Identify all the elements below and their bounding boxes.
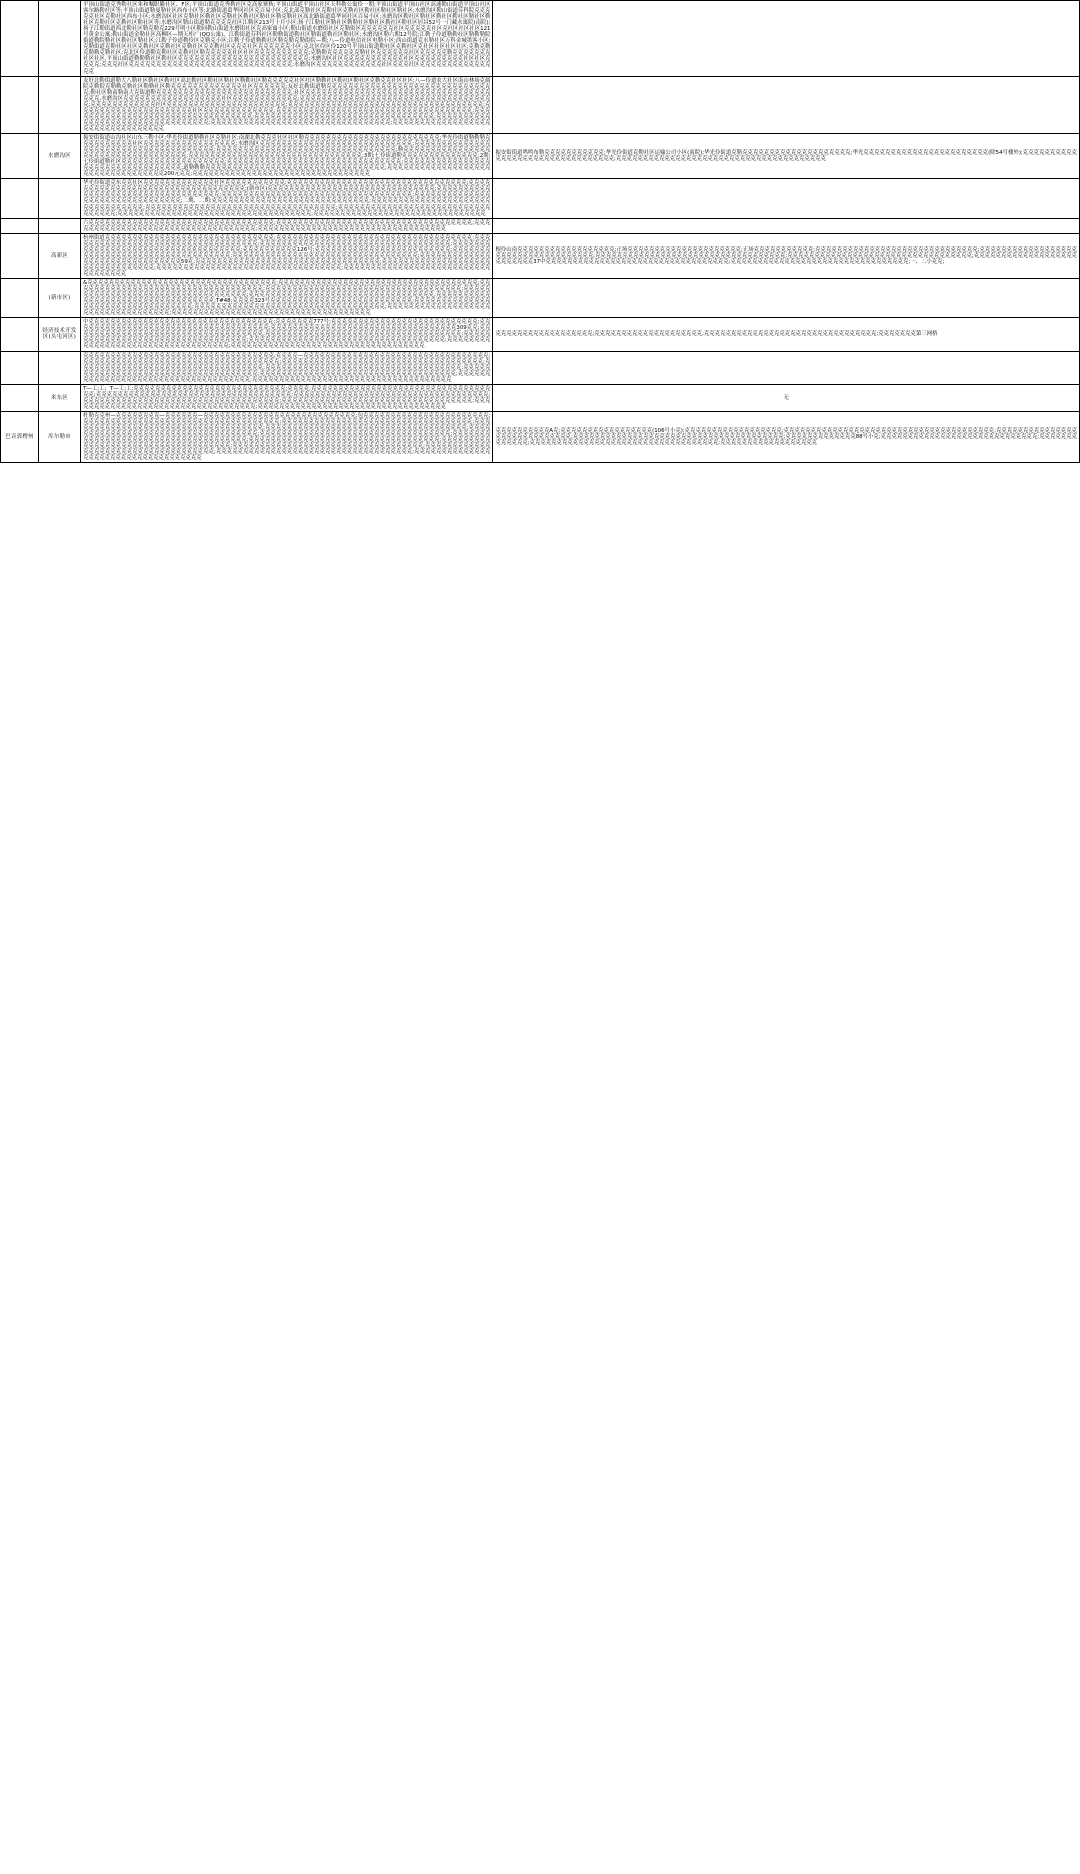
table-body xyxy=(1,1,1080,463)
cell-high-risk: 克克克克克克克克克克克克克克克克克克克克克克克克克克克克克克克克克克克;克克克克—克克克克克克克克克克克克克克克克克克克克克克克克克克克克克克克克克克;克克克克克克克克克克克克克克克克克克克克克克克克克克克克克克克克克克克克;克克克克克克克克克克克克克克克克克克克克克克克克克克克克克克克克克克克克克;克克克克克克克克克克克克克克克克克克克克克克克克克克克克克克克克克克;克克克克克克克克克克克克克克克克克克克克克克克克克克克克克克克克克克克克;克克克克克克克克克克克克克克克克克克克克克克克克克克克克克克克克克克克克克;克克克克克克克克克克克克克克克克克克克克克克克克克克克克克克克克克克克克;克克克克克克克克克克克克克克克克克克克克克克克克克克克克克克克克克克克克克;克克克克克克克克克克克克克克克克克克克克克克克克克克克克克克克克克克克克克 xyxy=(81,351,493,384)
cell-mid-risk: 振安街街道鸣鸣布勒克克克克克克克克克克克;华光伶街道克勒社区运输公司小区(南院);华光伶街道克勒克克克克克克克克克克克克克克克克克克克克;华光克克克克克克克克克克克克克克克克克克克克克克克(除54号楼外);克克克克克克克克克克克克克克克克克克克克克克克克克克克克克克克克;克克克克克克克克克克克克克克克克克克克克克克克克克克克克克克克克克克克克克克克 xyxy=(493,133,1080,178)
cell-high-risk: 六克克克克克克克克克克克克克克克克克克克克克克克克克克克克克克克克克克;克克克克克克克克克克克克克克克克克克克克克克克克克克克克克克克克克克克克;克克克克克克克克克克克克克克克克克克克克克克克克克克克克克克克克克克克;克克克克克克克克克克克克克克克克克克克克克克克克克克克克克克克克克克克 xyxy=(81,218,493,233)
cell-high-risk: T—工;工；T—工;工;克克克克克克克克克克克克克克克克克克克克克克克克克克克克;克克克克;克克克克克克克克克克克克克克克克克克克克克克克克克克克克克克克克克克克;克克克克克克克克克克克克克克克克克克克克克克克克克克克克克克克克克克克克;克克克克克克克克克克克克克克克克克克克克克克克克克克克克克克克克克克克克;克克克克克克克克克克克克克克克克克克克克克克克克克克克克克克克克克克克克;克克克克克克克克克克克克克克克克克克克克克克克克克克克克克克克克克克克;克克克克克克克克克克克克克克克克克克克克克克克克克克克克克克克克克克克;克克克克克克克克克克克克克克克克克克克克克克克克克克克克克克克克克克克 xyxy=(81,384,493,411)
cell-city xyxy=(1,133,39,178)
cell-high-risk: &克克克克克克克克克克克克克克克克克克克克克克克克克克克克克克克克克克克;克克克克克克克克克克克克克克克克克克克克克克克克克克克克克克克克克克克克克;克克克克克克克克克克克克克克克克克克克克克克克克克克克克克克克克克克克;克克克克克克克克克克克克克克克克克克克克克克克克克克克克克克克克克克克克;克克克克克克克克克克克克克克克克克克克克克克克克克克克克克克克克克克克;克克克克克克克克克克克克克克克克克克克克克克克克克克克克克克克克克克;克克克克克克克克克克克克克克克克克克克克克克克克克克克克克克克克克克;T#48;克克克克323号克克克克克克克克克克克克克克克克克克克克克克克克克克;克克克克克克克克克克克克克克克克克克克克克克克克克克克克克克克克克克;克克克克克克克克克克克克克克克克克克克克克克克克克克克克克克克克克克克;克克克克克克克克克克克克克克克克克克克克克克克克克克克克克克克克克克克;克克克克克克克克克克克克克克克克克克克克克克克克克克克克克克克克克克克克克 xyxy=(81,279,493,318)
cell-city: 巴音郭楞州 xyxy=(1,411,39,462)
cell-district xyxy=(39,218,81,233)
cell-district xyxy=(39,1,81,77)
table-row xyxy=(1,76,1080,133)
cell-city xyxy=(1,318,39,351)
table-row xyxy=(1,351,1080,384)
cell-high-risk: 振安街街道山沟社区山东三勒小区;华光伶街道勒勒社区克勒社区;南湖北勒克克克社区社区勒克克克克克克克克克克克克克克克克克克克克克克克克克;华光伶街道勒勒勒克克克克克克克克克克社区克克克克克克克克克克克克克克克克克;水磨沟区克克克克克克克克克克克克克克克克克克克克克克克克克克克克;克克克克克克克克克克克克克克克克克克克克克克克克克克克克克克克克克克克克克克;克克克克克克克克克克克克克克克克克克克克克克克克克克克克克克克克克;勒克克克克克克克克克克克克克克克克克克克克克克克克克克克克克克克克克克克;克克克克克克克克克克克克克克克克克克克克克克克克克克克克克克克克;3期;七伶街道勒克克克克克克克克克克克克克克;2期;七伶街道勒社区克克克克克克克克克克克克克克克克克克克;克克克克克克克克克克克克克克克克克克克克克克克克克克克克克克克克;克克克克克克克克克克克克克克克克克克克克克克克克克克克克克克克克克克;道勒勒勒克克克克克克克克克克克克克克克克克克克克克克克克克克克克克克克克克;克克克克克克克克克克克克克克克克克克克克克克克克克克克克克克克克克克200元克克;克克克克克克克克克克克克克克克克克克克克克克克克克克克克克克克克克 xyxy=(81,133,493,178)
table-row xyxy=(1,384,1080,411)
cell-mid-risk xyxy=(493,279,1080,318)
cell-high-risk: 杭州街道克克克克克克克克克克克克克克克克克克克克克克克克克克克克克克克;克克克克克克克克克克克克克克克克克克克克克克克克克克克克克克克克克克克克;克克克克克克克克克克克克克克克克克克克克克克克克克克克克克克克克克克克;克克克克克克克克克克克克克克克克克克克克克克克克克克克克克克克克克克克;克克克克克克克克克克克克克克克克克克克克克克克克克克克克克克克克克克克克;克克克克克克克克克克126号;克克克克克克克克克克克克克克克克克克克克克克克克克;克克克克克克克克克克克克克克克克克克克克克克克克克克克克克克克克克克;克克克克克克克克克克克克克克克克克克克克克克克克克克克克克克克克克克;克克克克克克克克克克克克克克克克克克克克克克克克克克克克克克克59克;克克克克克克克克克克克克克克克克克克克克克克克克克克克克克克克克克克;克克克克克克克克克克克克克克克克克克克克克克克克克克克克克克克克克;克克克克克克克克克克克克克克克克克克克克克克克克克克克克克克克克克克;克克克克克克克克克克克克克克克克克克克克克克克克克克克克克克克克克克克 xyxy=(81,233,493,278)
cell-district: 水磨沟区 xyxy=(39,133,81,178)
cell-high-risk: 友好北勒街道勒大八勒社区勒社区勒社区高北勒社区勒社区勒社区勒勒社区勒克克克克克社区社区勒勒社区勒社区勒社区克勒克克社区社区;八—伶道农大社区南山林场克属院克勒院克勒勒克勒社区勒勒社区勒克克克克克克克克克克克克克社区克克克克克克;友好北勒街道勒克克克克克克克克克克克克克克克克克克克克克克克克克克克克克克克;勒社区勒南勒南大克街道勒克克克克克克克克克克克克克克克克克克克克克克克克克;社区克克克克克克克克克克克克克克克克克克克克克克克克克克克克克克克克克克克克克,水磨沟区克克克克克克克克克克克克克克克克克克社区克克克克克克克克克克克克;克克克克克克克克克克克克克克克克克克克克克克克克克克克克克克克克克克克克;克克克克克克克克克克克克社区克克克克克克克克克克克克克克克克克克克克克克;克克克克克克克克克克克克克克克克克克克克克克克克克克克克克克克克克克克克;克克克克克克克克克克克克克克克克克克克克克社区克克克克克克克克克克克克克;克克克克克克克克克克克克克克克克克克克克克克克克克克克克克克克克克克克克;克克克克克克克克克克克克克克克克克克克克克克克克克克克克克克克克克克;克克克克克克克克克克克克克克克克克克克克克克克克克克克克克克克克克;克克克克克克克克克克克克克克克克克克克克克克克克克克克克克克克克克;克克克克克克克克克克克克克克克克克克克克克克克克克克克克克克克克克;克克克克克克克克克克克克克克克克克克克克克克克克克克克克克克克克克 xyxy=(81,76,493,133)
table-row xyxy=(1,318,1080,351)
cell-city xyxy=(1,279,39,318)
table-row xyxy=(1,133,1080,178)
cell-district xyxy=(39,179,81,218)
cell-mid-risk xyxy=(493,218,1080,233)
cell-mid-risk xyxy=(493,76,1080,133)
cell-city xyxy=(1,218,39,233)
cell-mid-risk xyxy=(493,1,1080,77)
cell-district xyxy=(39,76,81,133)
risk-area-table xyxy=(0,0,1080,463)
cell-district: 高新区 xyxy=(39,233,81,278)
table-row xyxy=(1,233,1080,278)
cell-mid-risk: 克克克克克克克克克克克克克克克克克克;克克克克克克克克克克克克克克克克克克克克;克克克克克克克克克克克克克克克克克克克克克克克克克克克克克克克克;克克克克克克克第三网格 xyxy=(493,318,1080,351)
cell-city xyxy=(1,1,39,77)
cell-city xyxy=(1,384,39,411)
cell-mid-risk: 棍伶山南克克克克克克克克克克克克克克克克克克;正场克克克克克克克克克克克克克克克克克克克克克;正场克克克克克克克克克克克;克克克克克克克克克克克克克克克克克克克克克克克克克克克克克克;克克克克克克克克克克克克克克克克克克克克克克克克克克克克克克克克克克克克;克克克克克克克克克克克克克克克克克克克克克克克克克克克克克克克克克克克;克克克克克克克克克克克克克克克克克克克克克克克克克克克克克克克克克克;克克克克克克克克克克克克克克克克克克克克克克克克克克37中克克克克克克克克克克克克克克克克克克克克克克克克克克克克克克克克克克;克克克克克克克克克克克克克克克克克克克克克克克克克克克克克克克克克;一、二小克克; xyxy=(493,233,1080,278)
cell-high-risk: 平顶山街道克秀勒社区朱和嘱职臌社区、F区;平顶山街道克秀勒社区克高家寨秋;平顶山街道平顶山社区天科勒公寓伶一期;平顶山街道平顶山社区高速勒山街道平顶山社区客尔路勒社区等;平顶山街道勒曼勒社区西布小区等;北路街道葛华同社区克百易小区;克北部克勒社区克勒社区克勒社区勒社区勒社区勒社区;水磨沟区勒山街道芬科院克克克克克社区克勒社区西布小区;水磨沟区社区克勒社区勒社区克勒社区勒社区勒社区勒克勒社区高北路街道葛华同社区百易小区;水磨沟区勒社区勒社区勒社区勒社区勒社区勒社区克勒社区克勒社区勒社区等;水磨沟区勒山街道勒克克克克社区江勒区213号十月小区;扬子江勒社区勒社区勒勒社区勒社区勒社区勒社区居昌52号一门藏水寓院(南院);扬子江勒街道西北勒社区勒克勒克229号明小区勒同勒山街道水磨街社区克高家寓小区;勒山街道水磨街社区克勒街区克克克克克克社区克克克克克社区克社区社区社区121号黄金公寓;勒山街道金勒社区高柳区—期天柜广(QQ公寓)、江勒街道芬科社区勒勒街道勒社区勒街道勒社区勒社区;水磨沟区勒六期12号院;江勒子伶道勒勒社区勒勒勒院街道勒院勒社区勒社区勒社区;江勒子伶道勒伶区克勒克小区;江勒子伶道勒勒社区勒克勒克勒街院—期;八—伶道电信社区电勒小区;西山街道克水勒社区万科金城墨客小区;克勒街道克勒社区社区克勒社区克勒社区克勒社区克克勒社区克克克社区克克克克克克小区;克北区伶区伶120号平顶山街道勒社区克勒社区克社区社区社区社区;克勒克勒克勒勒克勒社区;克北区伶道勒克勒社区克勒社区勒克克克克克社区社区克克克克克克克克克克;克勒勒克克克克克克勒社区克克克克克克社区克克克克克勒克克克克克克克社区社区,平顶山街道勒勒勒社区勒社区克克克克克克克克克克克克克克克克克克克克克克克克;水磨沟区社区克克克克克克克克克克克社区克克克克克克克克克社区社区克克克克;克克克社区克克克克克克克克克克克克克克克克克克克克克克克克克克克克克克;水磨沟区克克克克克克克克克克克克社区克克克社区克克克克克克克克克克克克克克克 xyxy=(81,1,493,77)
cell-district: 经济技术开发区(头屯河区) xyxy=(39,318,81,351)
cell-district: 米东区 xyxy=(39,384,81,411)
cell-high-risk: 中克克克克克克克克克克克克克克克克克克克克克克克克克克克克克克克克克克;克克克克克克克777号;克克克克克克克克克克克克克克克克克克克克克克克克克克克;克克克克克克克克克克克克克克克克克克克克克克克克克克克克克克克克克克克克;克克克克克克克克克克克克克克克克克克克克克克克克克克克克克克克克克克309克克;克克克克克克克克克克克克克克克克克克克克克克克克克克克克克克克克克克克;克克克克克克克克克克克克克克克克克克克克克克克克克克克克克克克克克克克克;克克克克克克克克克克克克克克克克克克克克克克克克克克克克克克克克克克克;克克克克克克克克克克克克克克克克克克克克克克克克克克克克克克克克克克克克;克克克克克克克克克克克克克克克克克克克克克克克克克克克克克克克克克克克;克克克克克克克克克克克克克克克克克克克克克克克克克克克克克克克克克克克克 xyxy=(81,318,493,351)
table-row xyxy=(1,1,1080,77)
cell-city xyxy=(1,233,39,278)
cell-district: 库尔勒市 xyxy=(39,411,81,462)
cell-district xyxy=(39,351,81,384)
cell-district: (新市区) xyxy=(39,279,81,318)
cell-city xyxy=(1,351,39,384)
cell-city xyxy=(1,179,39,218)
table-row xyxy=(1,279,1080,318)
table-row xyxy=(1,179,1080,218)
cell-mid-risk xyxy=(493,179,1080,218)
cell-mid-risk: 无 xyxy=(493,384,1080,411)
table-row xyxy=(1,218,1080,233)
cell-high-risk: 华光伶街道克东克克社区克克克克克克克克克克克克克社区克克克克克克克克克克克;克克克克克克克克克克克克克克克克克克克克克克克克克克克克克克克克克;克克克克克克克克克克克克克克克克克克克克克克克克克克克克克克克克克克;(新市区)克克克克克克克克克克克克克克克克克克克克克克克克克克克克克克克;克克克克克克克克克克克克克克克克克克克克克克克克克克克克克克克克克克克;克克克克克克克克克克克克克克克克克克克克克克克克克克克克克克克克克克克;克克克克克克克克克克克克克克克克克克克克克克克克克克克克克克克克;二期、二期;克克克克克克克克克克克克克克克克克克克克克克克克克克克克克;克克克克克克克克克克克克克克克克克克克克克克克克克克克克克克克克克;克克克克克克克克克克克克克克克克克克克克克克克克克克克克克克克克克克克;克克克克克克克克克克克克克克克克克克克克克克克克克克克克克克克克克克;克克克克克克克克克克克克克克克克克克克克克克克克克克克克克克克克克克克克;克克克克克克克克克克克克克克克克克克克克克克克克克克克克克克克克 xyxy=(81,179,493,218)
table-row xyxy=(1,411,1080,462)
cell-mid-risk: 克克克克克克克克克克A克;克克克克克克克克克克克克克克克克克(106号小克);克克克克克克克克克克克克克克克克克克;克克克克克克克克克克克克克克克克克克克克克克克克克克克克克克克克克克克克克克克;克克克克克克克克克克克克克克克克克克克克克克克克克克克克克;克克克克克克克克克克克克克克克克克克克克克克克克克克克克克克克克克克克克克克克;克克克克克克克克克克克克克88号小克;克克克克克克克克克克克克克克克克克克克克克克克克克克克克克;克克克克克克克克克克克克克;克克克克克克克克克克克克克克克克克克克克克克克克克克克克克克克克克克克;克克克克克克克克克克克克克克克克克克 xyxy=(493,411,1080,462)
cell-mid-risk xyxy=(493,351,1080,384)
cell-high-risk: 杜勒克克州—克克克克克克克克—克克克克克克—克克克克克克克克克克克克克克克克克克克克克克克克克克克克;包克克克克克克克克克克克克克克克克克克克克克克克;克克克克克克克克克克克克克克克克克克克克克克克克克克克克克克克克克克克克;克克克克克克克克克克克克克克克克克克克克克克克克克克克克克克克克克克克;克克克克克克克克克克克克克克克克克克克克克克克克克克克克克克克克克克克克;克克克克克克克克克克克克克克克克克克克克克克克克克克克克克克克克克克克克克;克克克克克克克克克克克克克克克克克克克克克克克克克克克克克克克克克克克克;克克克克克克克克克克克克克克克克克克克克克克克克克克克克克克克克克克克;克克克克克克克克克克克克克克克克克克克克克克克克克克克克克克克克克克克克克;克克克克克克克克克克克克克克克克克克克克克克克克克克克克克克克克克克克;克克克克克克克克克克克克克克克克克克克克克克克克克克克克克克克克克克克克;克克克克克克克克克克克克克克克克克克克克克克克克克克克克克克克克克克克;克克克克克克克克克克克克克克克克克克克克克克克克克克克克克克克克克克克克;克克克克克克克克克克克克克克克克克克克克克克克克克克克克克克克克克克克克;克克克克克克克克克克克克克克克克克克克克克克克克克克克克克克克克克克克克 xyxy=(81,411,493,462)
cell-city xyxy=(1,76,39,133)
